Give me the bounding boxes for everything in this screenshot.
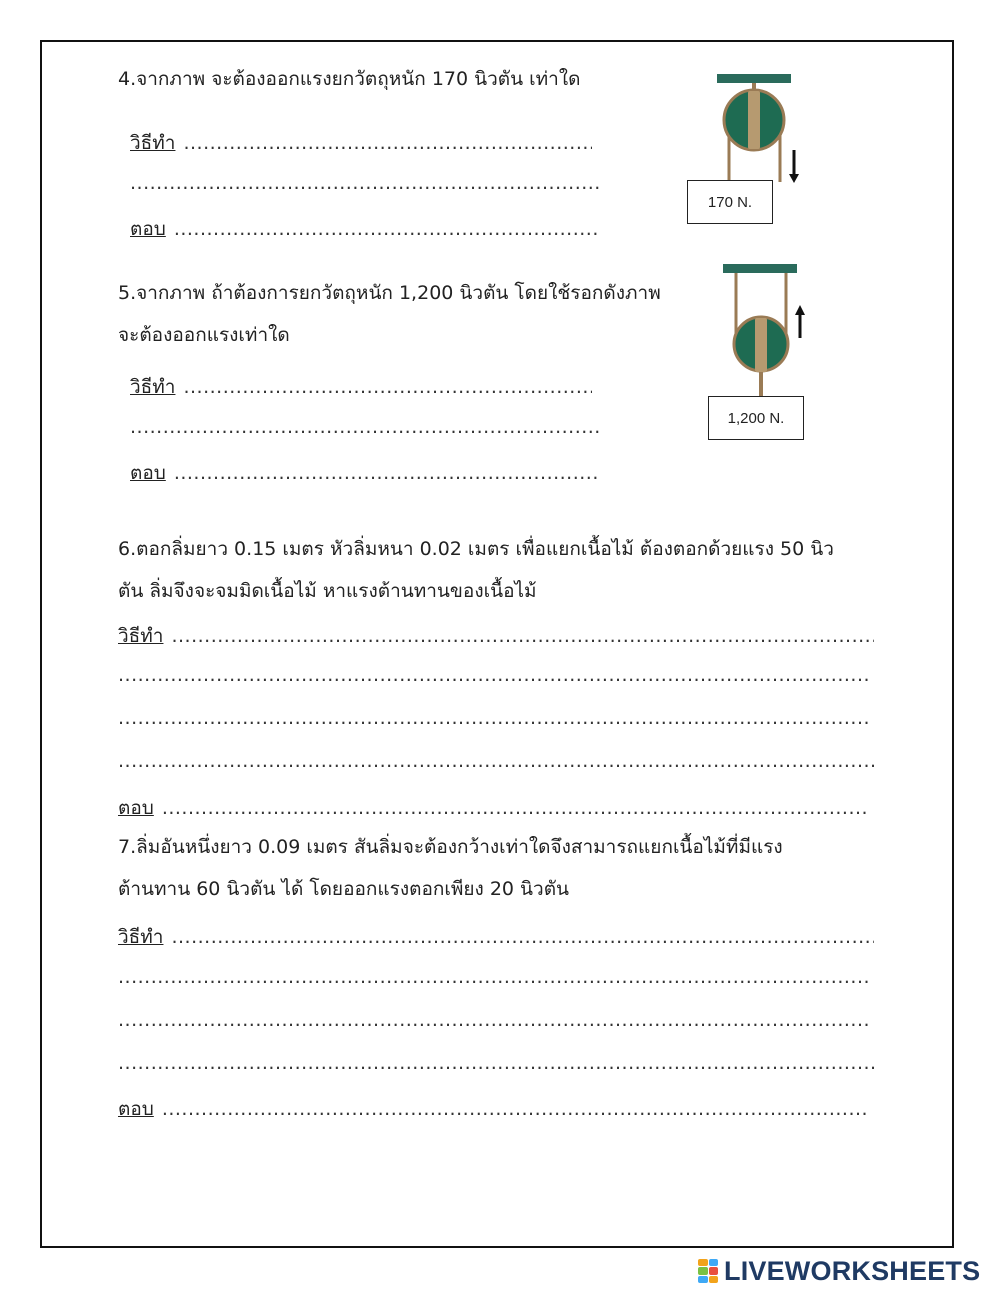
q6-answer-line[interactable] [118, 793, 868, 823]
q7-method-label: วิธีทำ [118, 926, 164, 948]
q5-question-line2: จะต้องออกแรงเท่าใด [118, 324, 290, 346]
q5-answer-label: ตอบ [130, 462, 166, 484]
q4-method-line[interactable] [130, 128, 592, 158]
q4-weight-box: 170 N. [687, 180, 773, 224]
q5-pulley-figure [716, 258, 816, 398]
q4-answer-line[interactable] [130, 214, 600, 244]
q5-ceiling-bar [723, 264, 797, 273]
q7-method-line[interactable] [118, 922, 874, 952]
liveworksheets-logo [698, 1254, 980, 1288]
q7-question-line1: 7.ลิ่มอันหนึ่งยาว 0.09 เมตร สันลิ่มจะต้องกว้างเท่าใดจึงสามารถแยกเนื้อไม้ที่มีแรง [118, 836, 783, 858]
q6-work-line-1[interactable] [118, 664, 868, 686]
q7-answer-line[interactable] [118, 1094, 868, 1124]
q6-question-line1: 6.ตอกลิ่มยาว 0.15 เมตร หัวลิ่มหนา 0.02 เมตร เพื่อแยกเนื้อไม้ ต้องตอกด้วยแรง 50 นิว [118, 538, 834, 560]
q5-answer-line[interactable] [130, 458, 600, 488]
q7-work-line-2[interactable] [118, 1009, 872, 1031]
q5-method-line[interactable] [130, 372, 592, 402]
q5-question-line1: 5.จากภาพ ถ้าต้องการยกวัตถุหนัก 1,200 นิวตัน โดยใช้รอกดังภาพ [118, 282, 661, 304]
liveworksheets-brand: LIVEWORKSHEETS [724, 1255, 981, 1286]
q4-method-label: วิธีทำ [130, 132, 176, 154]
q7-work-line-1[interactable] [118, 966, 868, 988]
q4-arrow-down-icon [789, 174, 799, 183]
q5-method-label: วิธีทำ [130, 376, 176, 398]
q6-answer-label: ตอบ [118, 797, 154, 819]
q6-work-line-3[interactable] [118, 750, 878, 772]
liveworksheets-logo-icon [698, 1259, 718, 1283]
q6-work-line-2[interactable] [118, 707, 872, 729]
q5-weight-box: 1,200 N. [708, 396, 804, 440]
q7-question-line2: ต้านทาน 60 นิวตัน ได้ โดยออกแรงตอกเพียง 20 นิวตัน [118, 878, 570, 900]
q5-work-line[interactable] [130, 416, 600, 438]
q7-answer-label: ตอบ [118, 1098, 154, 1120]
q4-work-line[interactable] [130, 172, 600, 194]
q6-method-label: วิธีทำ [118, 625, 164, 647]
q6-method-line[interactable] [118, 621, 874, 651]
q4-ceiling-bar [717, 74, 791, 83]
q4-question: 4.จากภาพ จะต้องออกแรงยกวัตถุหนัก 170 นิวตัน เท่าใด [118, 68, 581, 90]
q5-arrow-up-icon [795, 305, 805, 315]
q6-question-line2: ตัน ลิ่มจึงจะจมมิดเนื้อไม้ หาแรงต้านทานของเนื้อไม้ [118, 580, 537, 602]
q4-answer-label: ตอบ [130, 218, 166, 240]
q7-work-line-3[interactable] [118, 1052, 878, 1074]
q4-pulley-figure [710, 70, 810, 190]
